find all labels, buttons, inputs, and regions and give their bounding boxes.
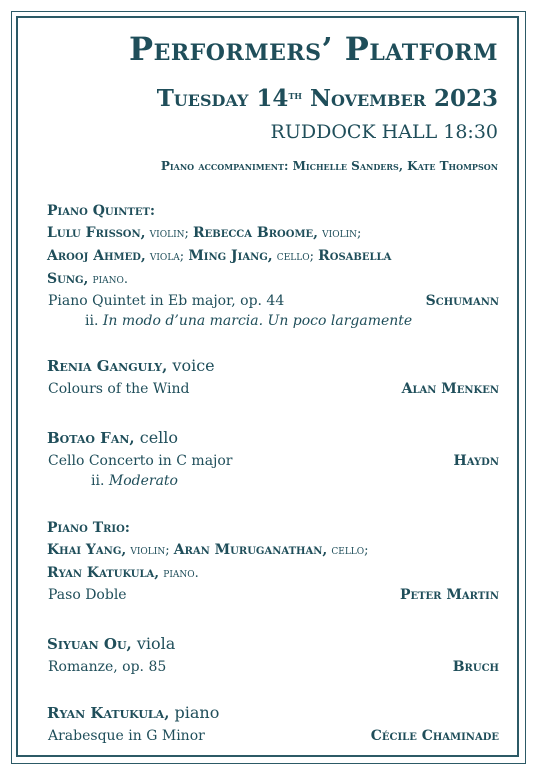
- programme-item-viola: [47, 632, 499, 677]
- venue-time: RUDDOCK HALL 18:30: [270, 121, 498, 143]
- movement-title: Moderato: [108, 473, 178, 489]
- performer-role: piano.: [159, 566, 199, 581]
- composer-name: Schumann: [425, 293, 499, 309]
- piece-title: Piano Quintet in Eb major, op. 44: [48, 293, 285, 309]
- programme-item-voice: [47, 354, 499, 399]
- piece-row: [47, 726, 499, 746]
- date-day: Tuesday 14: [156, 85, 289, 112]
- date-month-year: November 2023: [301, 85, 498, 112]
- performer-instrument: cello: [134, 428, 179, 447]
- performer-instrument: viola: [131, 634, 176, 653]
- performer-name: Khai Yang,: [47, 542, 127, 558]
- performer-role: violin;: [126, 543, 174, 558]
- performer-line: [47, 245, 499, 268]
- piece-title: Paso Doble: [48, 587, 127, 603]
- piece-title: Cello Concerto in C major: [48, 453, 233, 469]
- concert-date: [157, 85, 498, 112]
- performer-role: cello;: [327, 543, 369, 558]
- performer-name: Rebecca Broome,: [193, 225, 319, 241]
- piece-row: [47, 451, 499, 471]
- composer-name: Peter Martin: [399, 587, 499, 603]
- programme-item-piano-quintet: [47, 200, 499, 331]
- piece-row: [47, 585, 499, 605]
- ensemble-heading: Piano Trio:: [47, 520, 130, 536]
- performer-name: Botao Fan,: [47, 429, 135, 447]
- performer-name: Renia Ganguly,: [47, 357, 168, 375]
- composer-name: Cécile Chaminade: [370, 728, 499, 744]
- movement-number: ii.: [91, 473, 109, 489]
- performer-line: [47, 701, 499, 726]
- performer-line: [47, 426, 499, 451]
- performer-role: violin;: [145, 226, 194, 241]
- ensemble-heading: Piano Quintet:: [47, 203, 156, 219]
- performer-instrument: voice: [167, 356, 215, 375]
- performer-line: [47, 268, 499, 291]
- performer-line: [47, 562, 499, 585]
- performer-name: Ming Jiang,: [188, 248, 273, 264]
- performer-role: viola;: [145, 249, 189, 264]
- performer-name: Lulu Frisson,: [47, 225, 146, 241]
- movement-title: In modo d’una marcia. Un poco largamente: [102, 313, 413, 329]
- performer-role: cello;: [272, 249, 319, 264]
- programme-item-piano: [47, 701, 499, 746]
- performer-name: Rosabella: [318, 248, 392, 264]
- performer-line: [47, 539, 499, 562]
- movement-line: [47, 311, 499, 331]
- performer-name: Aran Muruganathan,: [173, 542, 328, 558]
- page-title: Performers’ Platform: [129, 30, 498, 68]
- performer-line: [47, 354, 499, 379]
- performer-name: Arooj Ahmed,: [47, 248, 146, 264]
- performer-name: Siyuan Ou,: [47, 635, 132, 653]
- date-ordinal: th: [288, 88, 302, 102]
- piece-title: Colours of the Wind: [48, 381, 190, 397]
- programme-item-piano-trio: [47, 517, 499, 605]
- piece-row: [47, 379, 499, 399]
- accompaniment-credit: Piano accompaniment: Michelle Sanders, Kate Thompson: [160, 159, 498, 173]
- movement-line: [47, 471, 499, 491]
- performer-role: piano.: [88, 272, 129, 287]
- composer-name: Haydn: [453, 453, 499, 469]
- performer-name: Ryan Katukula,: [47, 565, 160, 581]
- composer-name: Alan Menken: [401, 381, 499, 397]
- piece-row: [47, 291, 499, 311]
- performer-line: [47, 632, 499, 657]
- performer-name: Ryan Katukula,: [47, 704, 170, 722]
- piece-title: Arabesque in G Minor: [48, 728, 205, 744]
- performer-role: violin;: [318, 226, 362, 241]
- piece-row: [47, 657, 499, 677]
- programme-item-cello: [47, 426, 499, 491]
- performer-instrument: piano: [169, 703, 220, 722]
- composer-name: Bruch: [452, 659, 499, 675]
- performer-name: Sung,: [47, 271, 89, 287]
- performer-line: [47, 222, 499, 245]
- piece-title: Romanze, op. 85: [48, 659, 167, 675]
- movement-number: ii.: [85, 313, 103, 329]
